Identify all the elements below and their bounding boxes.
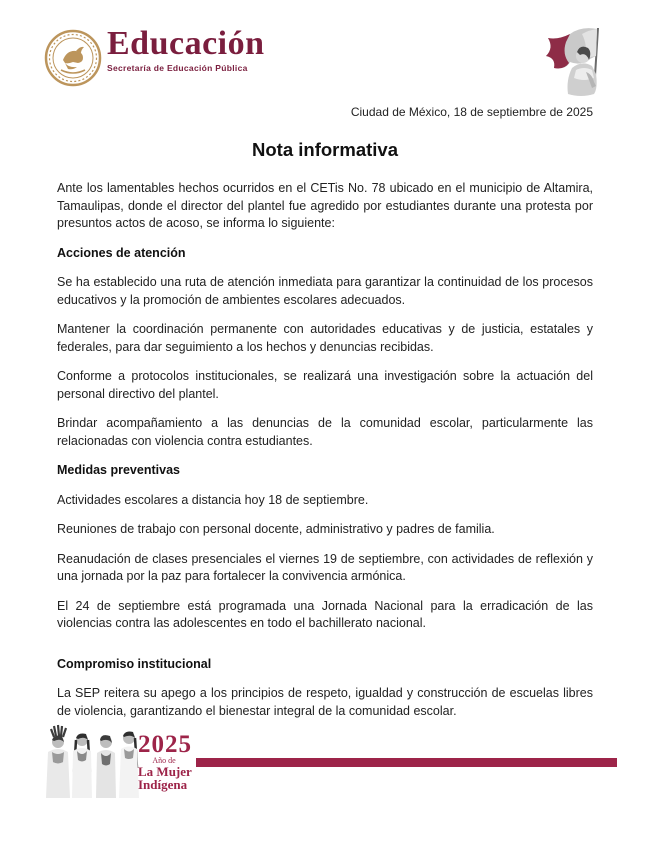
body-paragraph: Brindar acompañamiento a las denuncias de la comunidad escolar, particularmente las relacionadas con violencia contra estudiantes. xyxy=(57,416,593,448)
footer-theme-line1: La Mujer xyxy=(138,764,192,779)
body-paragraph: El 24 de septiembre está programada una Jornada Nacional para la erradicación de las violencias contra las adolescentes en todo el bachillerato nacional. xyxy=(57,598,593,630)
sep-logo xyxy=(43,26,265,88)
footer-year-prefix: Año de xyxy=(152,756,176,765)
body-paragraph: Ante los lamentables hechos ocurridos en el CETis No. 78 ubicado en el municipio de Altamira, Tamaulipas, donde el director del plantel fue agredido por estudiantes durante una protesta por presuntos actos de acoso, se informa lo siguiente: xyxy=(57,181,593,230)
educacion-wordmark: Educación xyxy=(107,25,265,62)
footer-year-block xyxy=(138,733,194,791)
body-paragraph: Mantener la coordinación permanente con autoridades educativas y de justicia, estatales y federales, para dar seguimiento a los hechos y denuncias recibidas. xyxy=(57,322,593,354)
indigenous-women-image xyxy=(40,724,140,802)
footer-theme-line2: Indígena xyxy=(138,777,188,792)
section-spacer xyxy=(57,645,593,656)
footer-year: 2025 xyxy=(138,731,192,758)
section-heading: Medidas preventivas xyxy=(57,463,180,477)
section-heading: Compromiso institucional xyxy=(57,656,212,671)
body-paragraph: Conforme a protocolos institucionales, se realizará una investigación sobre la actuación del personal directivo del plantel. xyxy=(57,369,593,401)
body-paragraph: Reanudación de clases presenciales el viernes 19 de septiembre, con actividades de reflexión y una jornada por la paz para fortalecer la convivencia armónica. xyxy=(57,551,593,583)
body-paragraph: La SEP reitera su apego a los principios de respeto, igualdad y construcción de escuelas libres de violencia, garantizando el bienestar integral de la comunidad escolar. xyxy=(57,686,593,718)
footer-accent-bar xyxy=(196,758,617,767)
sep-tagline: Secretaría de Educación Pública xyxy=(107,63,248,73)
body-paragraph: Actividades escolares a distancia hoy 18 de septiembre. xyxy=(57,492,369,507)
section-heading: Acciones de atención xyxy=(57,245,186,260)
woman-with-flag-image xyxy=(536,22,626,100)
date-line: Ciudad de México, 18 de septiembre de 2025 xyxy=(350,105,593,119)
mexican-eagle-seal-icon xyxy=(43,28,103,88)
page-title: Nota informativa xyxy=(252,139,398,160)
body-paragraph: Se ha establecido una ruta de atención inmediata para garantizar la continuidad de los procesos educativos y la promoción de ambientes escolares adecuados. xyxy=(57,275,593,307)
document-body xyxy=(57,180,593,732)
body-paragraph: Reuniones de trabajo con personal docente, administrativo y padres de familia. xyxy=(57,522,495,536)
wordmark-block xyxy=(107,26,265,73)
